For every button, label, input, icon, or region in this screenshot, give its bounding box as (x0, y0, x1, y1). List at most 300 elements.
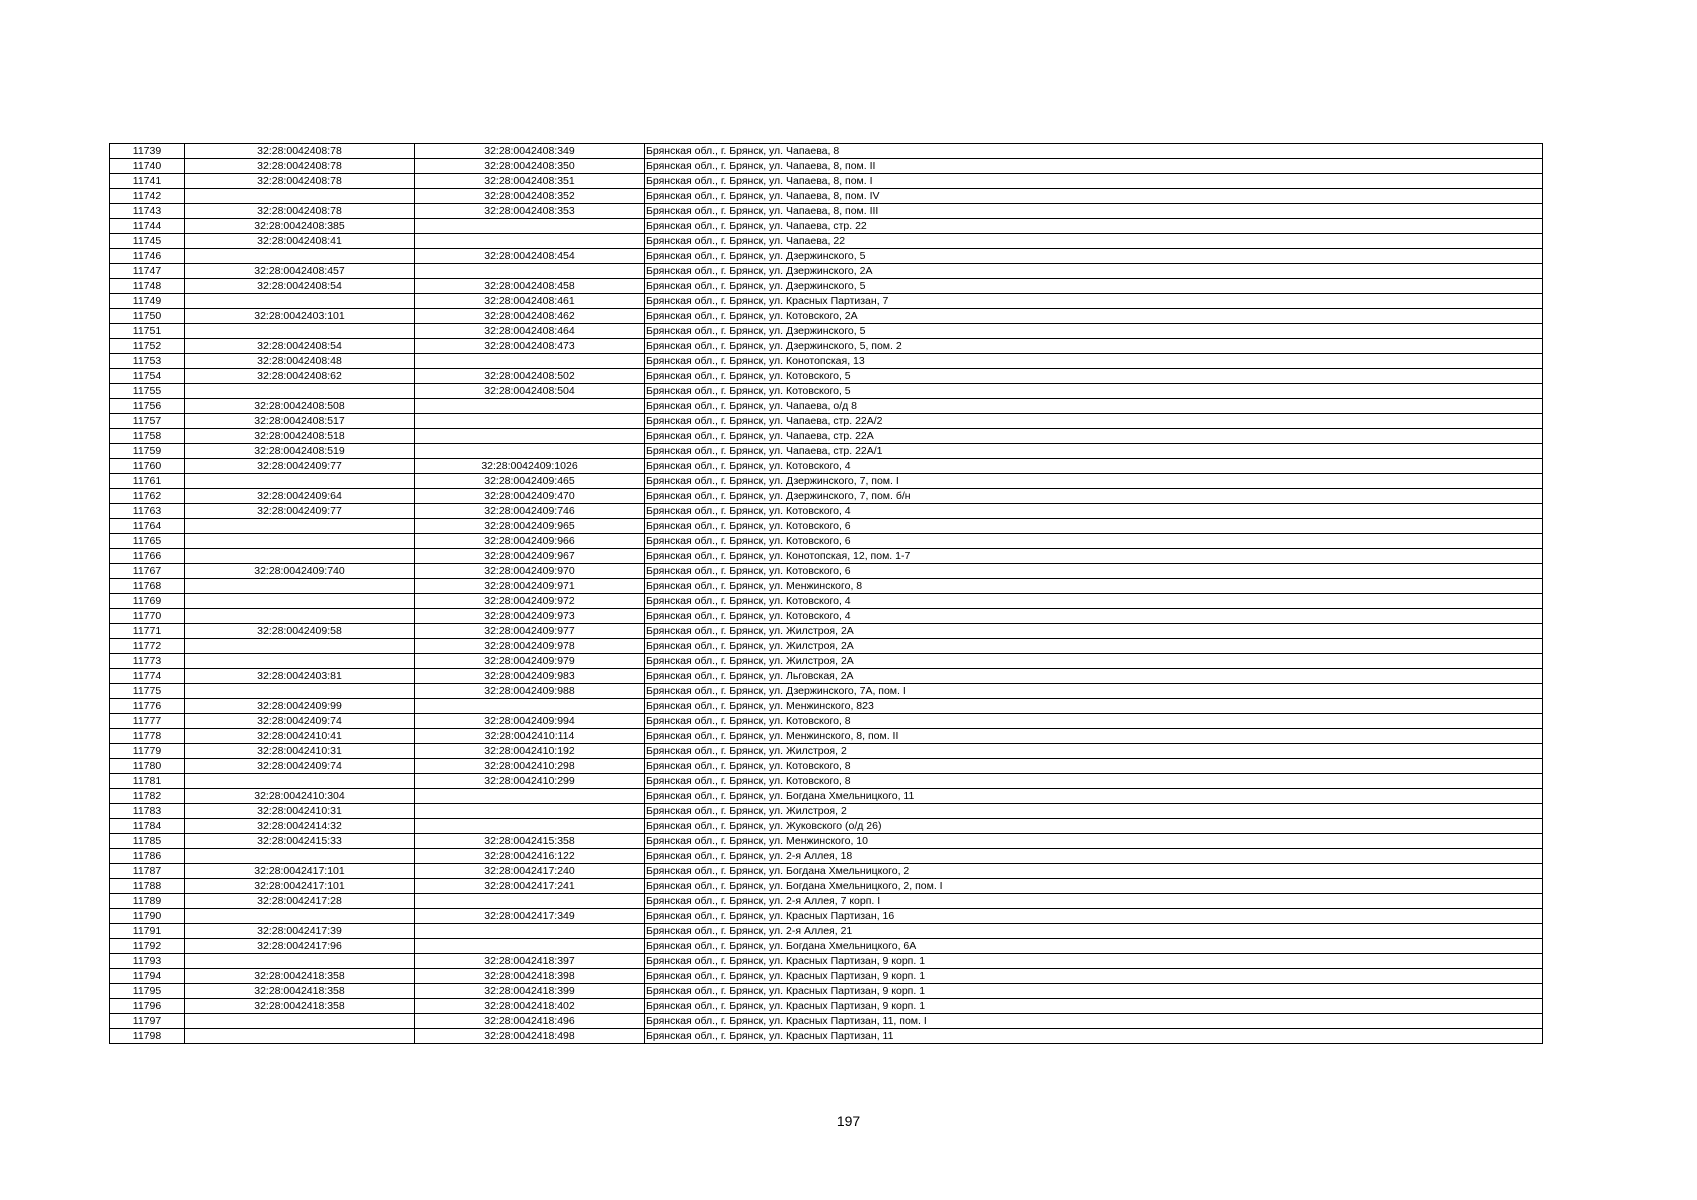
address-cell: Брянская обл., г. Брянск, ул. Красных Партизан, 9 корп. 1 (645, 984, 1543, 999)
row-number-cell: 11791 (110, 924, 185, 939)
table-row (110, 774, 1543, 789)
address-cell: Брянская обл., г. Брянск, ул. 2-я Аллея, 7 корп. I (645, 894, 1543, 909)
row-number-cell: 11784 (110, 819, 185, 834)
parent-cadastral-number-cell: 32:28:0042408:78 (185, 159, 415, 174)
row-number-cell: 11756 (110, 399, 185, 414)
cadastral-number-cell: 32:28:0042418:496 (415, 1014, 645, 1029)
cadastral-number-cell: 32:28:0042408:462 (415, 309, 645, 324)
address-cell: Брянская обл., г. Брянск, ул. Котовского, 8 (645, 714, 1543, 729)
cadastral-number-cell (415, 414, 645, 429)
table-row (110, 879, 1543, 894)
row-number-cell: 11744 (110, 219, 185, 234)
cadastral-number-cell: 32:28:0042417:349 (415, 909, 645, 924)
cadastral-number-cell (415, 219, 645, 234)
parent-cadastral-number-cell: 32:28:0042408:517 (185, 414, 415, 429)
parent-cadastral-number-cell: 32:28:0042409:74 (185, 759, 415, 774)
address-cell: Брянская обл., г. Брянск, ул. Конотопская, 13 (645, 354, 1543, 369)
row-number-cell: 11745 (110, 234, 185, 249)
parent-cadastral-number-cell: 32:28:0042418:358 (185, 969, 415, 984)
cadastral-number-cell: 32:28:0042418:402 (415, 999, 645, 1014)
cadastral-number-cell (415, 939, 645, 954)
table-row (110, 204, 1543, 219)
parent-cadastral-number-cell: 32:28:0042408:518 (185, 429, 415, 444)
table-row (110, 459, 1543, 474)
parent-cadastral-number-cell: 32:28:0042408:519 (185, 444, 415, 459)
cadastral-number-cell: 32:28:0042409:972 (415, 594, 645, 609)
cadastral-number-cell: 32:28:0042409:967 (415, 549, 645, 564)
table-row (110, 699, 1543, 714)
row-number-cell: 11780 (110, 759, 185, 774)
cadastral-number-cell: 32:28:0042415:358 (415, 834, 645, 849)
address-cell: Брянская обл., г. Брянск, ул. Котовского, 6 (645, 564, 1543, 579)
parent-cadastral-number-cell: 32:28:0042409:58 (185, 624, 415, 639)
parent-cadastral-number-cell: 32:28:0042417:101 (185, 864, 415, 879)
cadastral-number-cell: 32:28:0042408:473 (415, 339, 645, 354)
row-number-cell: 11773 (110, 654, 185, 669)
row-number-cell: 11793 (110, 954, 185, 969)
cadastral-number-cell (415, 444, 645, 459)
parent-cadastral-number-cell: 32:28:0042408:385 (185, 219, 415, 234)
address-cell: Брянская обл., г. Брянск, ул. Котовского, 6 (645, 534, 1543, 549)
parent-cadastral-number-cell (185, 294, 415, 309)
row-number-cell: 11778 (110, 729, 185, 744)
row-number-cell: 11798 (110, 1029, 185, 1044)
row-number-cell: 11795 (110, 984, 185, 999)
row-number-cell: 11774 (110, 669, 185, 684)
cadastral-number-cell: 32:28:0042408:349 (415, 144, 645, 159)
table-row (110, 339, 1543, 354)
cadastral-number-cell: 32:28:0042418:397 (415, 954, 645, 969)
cadastral-number-cell (415, 234, 645, 249)
row-number-cell: 11766 (110, 549, 185, 564)
parent-cadastral-number-cell: 32:28:0042408:457 (185, 264, 415, 279)
table-row (110, 909, 1543, 924)
row-number-cell: 11754 (110, 369, 185, 384)
address-cell: Брянская обл., г. Брянск, ул. Чапаева, стр. 22 (645, 219, 1543, 234)
cadastral-number-cell: 32:28:0042417:241 (415, 879, 645, 894)
cadastral-number-cell (415, 429, 645, 444)
parent-cadastral-number-cell: 32:28:0042415:33 (185, 834, 415, 849)
table-row (110, 549, 1543, 564)
cadastral-number-cell: 32:28:0042410:114 (415, 729, 645, 744)
cadastral-number-cell: 32:28:0042416:122 (415, 849, 645, 864)
cadastral-number-cell: 32:28:0042408:352 (415, 189, 645, 204)
address-cell: Брянская обл., г. Брянск, ул. Жилстроя, 2 (645, 804, 1543, 819)
cadastral-number-cell: 32:28:0042409:977 (415, 624, 645, 639)
parent-cadastral-number-cell: 32:28:0042417:39 (185, 924, 415, 939)
parent-cadastral-number-cell (185, 534, 415, 549)
row-number-cell: 11762 (110, 489, 185, 504)
parent-cadastral-number-cell (185, 189, 415, 204)
table-row (110, 999, 1543, 1014)
parent-cadastral-number-cell: 32:28:0042408:78 (185, 174, 415, 189)
row-number-cell: 11753 (110, 354, 185, 369)
row-number-cell: 11740 (110, 159, 185, 174)
table-row (110, 834, 1543, 849)
address-cell: Брянская обл., г. Брянск, ул. Жилстроя, 2А (645, 624, 1543, 639)
address-cell: Брянская обл., г. Брянск, ул. Котовского, 4 (645, 459, 1543, 474)
cadastral-number-cell (415, 789, 645, 804)
parent-cadastral-number-cell: 32:28:0042417:101 (185, 879, 415, 894)
parent-cadastral-number-cell (185, 384, 415, 399)
cadastral-number-cell: 32:28:0042418:498 (415, 1029, 645, 1044)
row-number-cell: 11760 (110, 459, 185, 474)
parent-cadastral-number-cell: 32:28:0042408:78 (185, 204, 415, 219)
address-cell: Брянская обл., г. Брянск, ул. Красных Партизан, 9 корп. 1 (645, 999, 1543, 1014)
address-cell: Брянская обл., г. Брянск, ул. Чапаева, 8, пом. I (645, 174, 1543, 189)
address-cell: Брянская обл., г. Брянск, ул. Чапаева, 8, пом. IV (645, 189, 1543, 204)
row-number-cell: 11763 (110, 504, 185, 519)
table-row (110, 729, 1543, 744)
parent-cadastral-number-cell: 32:28:0042408:54 (185, 339, 415, 354)
table-row (110, 444, 1543, 459)
address-cell: Брянская обл., г. Брянск, ул. Чапаева, 8 (645, 144, 1543, 159)
cadastral-number-cell: 32:28:0042409:965 (415, 519, 645, 534)
address-cell: Брянская обл., г. Брянск, ул. Дзержинского, 5 (645, 324, 1543, 339)
row-number-cell: 11786 (110, 849, 185, 864)
table-row (110, 939, 1543, 954)
address-cell: Брянская обл., г. Брянск, ул. Котовского, 2А (645, 309, 1543, 324)
address-cell: Брянская обл., г. Брянск, ул. Чапаева, 8, пом. III (645, 204, 1543, 219)
row-number-cell: 11782 (110, 789, 185, 804)
register-table-body (110, 144, 1543, 1044)
table-row (110, 759, 1543, 774)
address-cell: Брянская обл., г. Брянск, ул. Котовского, 4 (645, 594, 1543, 609)
row-number-cell: 11747 (110, 264, 185, 279)
cadastral-number-cell (415, 804, 645, 819)
row-number-cell: 11788 (110, 879, 185, 894)
cadastral-number-cell: 32:28:0042417:240 (415, 864, 645, 879)
cadastral-number-cell: 32:28:0042408:461 (415, 294, 645, 309)
row-number-cell: 11792 (110, 939, 185, 954)
table-row (110, 1014, 1543, 1029)
parent-cadastral-number-cell (185, 654, 415, 669)
table-row (110, 354, 1543, 369)
parent-cadastral-number-cell: 32:28:0042409:74 (185, 714, 415, 729)
table-row (110, 414, 1543, 429)
parent-cadastral-number-cell: 32:28:0042410:31 (185, 744, 415, 759)
table-row (110, 564, 1543, 579)
cadastral-number-cell: 32:28:0042408:504 (415, 384, 645, 399)
cadastral-number-cell (415, 264, 645, 279)
parent-cadastral-number-cell: 32:28:0042403:81 (185, 669, 415, 684)
table-row (110, 294, 1543, 309)
address-cell: Брянская обл., г. Брянск, ул. Дзержинского, 2А (645, 264, 1543, 279)
parent-cadastral-number-cell (185, 909, 415, 924)
row-number-cell: 11742 (110, 189, 185, 204)
parent-cadastral-number-cell: 32:28:0042418:358 (185, 999, 415, 1014)
table-row (110, 819, 1543, 834)
row-number-cell: 11776 (110, 699, 185, 714)
row-number-cell: 11739 (110, 144, 185, 159)
parent-cadastral-number-cell (185, 954, 415, 969)
row-number-cell: 11767 (110, 564, 185, 579)
address-cell: Брянская обл., г. Брянск, ул. Богдана Хмельницкого, 2, пом. I (645, 879, 1543, 894)
table-row (110, 609, 1543, 624)
address-cell: Брянская обл., г. Брянск, ул. Жуковского (о/д 26) (645, 819, 1543, 834)
address-cell: Брянская обл., г. Брянск, ул. Котовского, 5 (645, 369, 1543, 384)
parent-cadastral-number-cell: 32:28:0042417:28 (185, 894, 415, 909)
parent-cadastral-number-cell (185, 684, 415, 699)
address-cell: Брянская обл., г. Брянск, ул. Дзержинского, 7А, пом. I (645, 684, 1543, 699)
address-cell: Брянская обл., г. Брянск, ул. Чапаева, 8, пом. II (645, 159, 1543, 174)
row-number-cell: 11789 (110, 894, 185, 909)
row-number-cell: 11748 (110, 279, 185, 294)
parent-cadastral-number-cell (185, 639, 415, 654)
table-row (110, 804, 1543, 819)
address-cell: Брянская обл., г. Брянск, ул. Котовского, 4 (645, 504, 1543, 519)
address-cell: Брянская обл., г. Брянск, ул. Дзержинского, 5 (645, 279, 1543, 294)
address-cell: Брянская обл., г. Брянск, ул. Красных Партизан, 7 (645, 294, 1543, 309)
parent-cadastral-number-cell: 32:28:0042408:48 (185, 354, 415, 369)
row-number-cell: 11777 (110, 714, 185, 729)
address-cell: Брянская обл., г. Брянск, ул. Котовского, 4 (645, 609, 1543, 624)
cadastral-number-cell: 32:28:0042409:971 (415, 579, 645, 594)
address-cell: Брянская обл., г. Брянск, ул. Дзержинского, 7, пом. б/н (645, 489, 1543, 504)
address-cell: Брянская обл., г. Брянск, ул. Менжинского, 823 (645, 699, 1543, 714)
parent-cadastral-number-cell: 32:28:0042417:96 (185, 939, 415, 954)
cadastral-number-cell (415, 354, 645, 369)
parent-cadastral-number-cell (185, 774, 415, 789)
address-cell: Брянская обл., г. Брянск, ул. Жилстроя, 2А (645, 639, 1543, 654)
cadastral-number-cell: 32:28:0042418:399 (415, 984, 645, 999)
table-row (110, 684, 1543, 699)
table-row (110, 1029, 1543, 1044)
parent-cadastral-number-cell (185, 474, 415, 489)
table-row (110, 399, 1543, 414)
table-row (110, 954, 1543, 969)
row-number-cell: 11770 (110, 609, 185, 624)
parent-cadastral-number-cell: 32:28:0042409:99 (185, 699, 415, 714)
row-number-cell: 11765 (110, 534, 185, 549)
cadastral-register-table (109, 143, 1543, 1044)
table-row (110, 594, 1543, 609)
cadastral-number-cell: 32:28:0042409:470 (415, 489, 645, 504)
address-cell: Брянская обл., г. Брянск, ул. Дзержинского, 7, пом. I (645, 474, 1543, 489)
cadastral-number-cell: 32:28:0042408:464 (415, 324, 645, 339)
cadastral-number-cell: 32:28:0042409:994 (415, 714, 645, 729)
parent-cadastral-number-cell: 32:28:0042409:77 (185, 504, 415, 519)
cadastral-number-cell: 32:28:0042418:398 (415, 969, 645, 984)
parent-cadastral-number-cell (185, 579, 415, 594)
table-row (110, 369, 1543, 384)
address-cell: Брянская обл., г. Брянск, ул. Дзержинского, 5, пом. 2 (645, 339, 1543, 354)
address-cell: Брянская обл., г. Брянск, ул. Чапаева, стр. 22А (645, 429, 1543, 444)
row-number-cell: 11743 (110, 204, 185, 219)
cadastral-number-cell: 32:28:0042408:458 (415, 279, 645, 294)
row-number-cell: 11741 (110, 174, 185, 189)
address-cell: Брянская обл., г. Брянск, ул. Льговская, 2А (645, 669, 1543, 684)
table-row (110, 159, 1543, 174)
address-cell: Брянская обл., г. Брянск, ул. Котовского, 8 (645, 759, 1543, 774)
address-cell: Брянская обл., г. Брянск, ул. Менжинского, 10 (645, 834, 1543, 849)
table-row (110, 714, 1543, 729)
table-row (110, 534, 1543, 549)
table-row (110, 669, 1543, 684)
table-row (110, 384, 1543, 399)
row-number-cell: 11785 (110, 834, 185, 849)
row-number-cell: 11794 (110, 969, 185, 984)
parent-cadastral-number-cell: 32:28:0042408:41 (185, 234, 415, 249)
parent-cadastral-number-cell: 32:28:0042408:508 (185, 399, 415, 414)
address-cell: Брянская обл., г. Брянск, ул. Красных Партизан, 11, пом. I (645, 1014, 1543, 1029)
address-cell: Брянская обл., г. Брянск, ул. Дзержинского, 5 (645, 249, 1543, 264)
table-row (110, 474, 1543, 489)
row-number-cell: 11757 (110, 414, 185, 429)
row-number-cell: 11787 (110, 864, 185, 879)
table-row (110, 234, 1543, 249)
table-row (110, 279, 1543, 294)
parent-cadastral-number-cell (185, 609, 415, 624)
row-number-cell: 11755 (110, 384, 185, 399)
table-row (110, 744, 1543, 759)
parent-cadastral-number-cell: 32:28:0042414:32 (185, 819, 415, 834)
parent-cadastral-number-cell: 32:28:0042410:31 (185, 804, 415, 819)
row-number-cell: 11797 (110, 1014, 185, 1029)
address-cell: Брянская обл., г. Брянск, ул. Красных Партизан, 16 (645, 909, 1543, 924)
cadastral-number-cell (415, 699, 645, 714)
address-cell: Брянская обл., г. Брянск, ул. Красных Партизан, 11 (645, 1029, 1543, 1044)
cadastral-number-cell: 32:28:0042409:966 (415, 534, 645, 549)
parent-cadastral-number-cell: 32:28:0042409:64 (185, 489, 415, 504)
row-number-cell: 11764 (110, 519, 185, 534)
cadastral-number-cell: 32:28:0042409:983 (415, 669, 645, 684)
table-row (110, 144, 1543, 159)
parent-cadastral-number-cell: 32:28:0042403:101 (185, 309, 415, 324)
address-cell: Брянская обл., г. Брянск, ул. Менжинского, 8, пом. II (645, 729, 1543, 744)
cadastral-number-cell (415, 924, 645, 939)
address-cell: Брянская обл., г. Брянск, ул. 2-я Аллея, 21 (645, 924, 1543, 939)
cadastral-number-cell: 32:28:0042409:746 (415, 504, 645, 519)
table-row (110, 849, 1543, 864)
table-row (110, 924, 1543, 939)
address-cell: Брянская обл., г. Брянск, ул. Котовского, 5 (645, 384, 1543, 399)
parent-cadastral-number-cell (185, 549, 415, 564)
parent-cadastral-number-cell (185, 249, 415, 264)
row-number-cell: 11746 (110, 249, 185, 264)
table-row (110, 174, 1543, 189)
parent-cadastral-number-cell (185, 849, 415, 864)
address-cell: Брянская обл., г. Брянск, ул. Чапаева, 22 (645, 234, 1543, 249)
address-cell: Брянская обл., г. Брянск, ул. Менжинского, 8 (645, 579, 1543, 594)
table-row (110, 789, 1543, 804)
address-cell: Брянская обл., г. Брянск, ул. Чапаева, стр. 22А/2 (645, 414, 1543, 429)
table-row (110, 984, 1543, 999)
table-row (110, 219, 1543, 234)
cadastral-number-cell: 32:28:0042409:1026 (415, 459, 645, 474)
row-number-cell: 11758 (110, 429, 185, 444)
row-number-cell: 11779 (110, 744, 185, 759)
cadastral-number-cell: 32:28:0042409:973 (415, 609, 645, 624)
table-row (110, 894, 1543, 909)
address-cell: Брянская обл., г. Брянск, ул. Богдана Хмельницкого, 6А (645, 939, 1543, 954)
cadastral-number-cell: 32:28:0042410:298 (415, 759, 645, 774)
address-cell: Брянская обл., г. Брянск, ул. Котовского, 8 (645, 774, 1543, 789)
cadastral-number-cell (415, 399, 645, 414)
parent-cadastral-number-cell: 32:28:0042408:54 (185, 279, 415, 294)
table-row (110, 864, 1543, 879)
row-number-cell: 11781 (110, 774, 185, 789)
parent-cadastral-number-cell: 32:28:0042409:740 (185, 564, 415, 579)
address-cell: Брянская обл., г. Брянск, ул. Красных Партизан, 9 корп. 1 (645, 954, 1543, 969)
table-row (110, 264, 1543, 279)
cadastral-number-cell: 32:28:0042408:454 (415, 249, 645, 264)
cadastral-number-cell: 32:28:0042409:988 (415, 684, 645, 699)
row-number-cell: 11750 (110, 309, 185, 324)
table-row (110, 624, 1543, 639)
table-row (110, 309, 1543, 324)
parent-cadastral-number-cell (185, 1029, 415, 1044)
row-number-cell: 11790 (110, 909, 185, 924)
table-row (110, 519, 1543, 534)
cadastral-number-cell: 32:28:0042408:502 (415, 369, 645, 384)
parent-cadastral-number-cell: 32:28:0042408:78 (185, 144, 415, 159)
address-cell: Брянская обл., г. Брянск, ул. Жилстроя, 2А (645, 654, 1543, 669)
row-number-cell: 11772 (110, 639, 185, 654)
address-cell: Брянская обл., г. Брянск, ул. Богдана Хмельницкого, 11 (645, 789, 1543, 804)
row-number-cell: 11771 (110, 624, 185, 639)
parent-cadastral-number-cell (185, 1014, 415, 1029)
table-row (110, 189, 1543, 204)
row-number-cell: 11768 (110, 579, 185, 594)
parent-cadastral-number-cell: 32:28:0042418:358 (185, 984, 415, 999)
table-row (110, 654, 1543, 669)
parent-cadastral-number-cell (185, 594, 415, 609)
cadastral-number-cell (415, 894, 645, 909)
address-cell: Брянская обл., г. Брянск, ул. Жилстроя, 2 (645, 744, 1543, 759)
row-number-cell: 11759 (110, 444, 185, 459)
table-row (110, 249, 1543, 264)
cadastral-number-cell: 32:28:0042409:970 (415, 564, 645, 579)
row-number-cell: 11751 (110, 324, 185, 339)
cadastral-number-cell: 32:28:0042408:350 (415, 159, 645, 174)
table-row (110, 429, 1543, 444)
address-cell: Брянская обл., г. Брянск, ул. Котовского, 6 (645, 519, 1543, 534)
row-number-cell: 11749 (110, 294, 185, 309)
address-cell: Брянская обл., г. Брянск, ул. Красных Партизан, 9 корп. 1 (645, 969, 1543, 984)
table-row (110, 324, 1543, 339)
table-row (110, 969, 1543, 984)
parent-cadastral-number-cell: 32:28:0042408:62 (185, 369, 415, 384)
address-cell: Брянская обл., г. Брянск, ул. Чапаева, стр. 22А/1 (645, 444, 1543, 459)
address-cell: Брянская обл., г. Брянск, ул. Конотопская, 12, пом. 1-7 (645, 549, 1543, 564)
cadastral-number-cell: 32:28:0042410:192 (415, 744, 645, 759)
table-row (110, 579, 1543, 594)
page-number: 197 (836, 1113, 861, 1129)
address-cell: Брянская обл., г. Брянск, ул. Богдана Хмельницкого, 2 (645, 864, 1543, 879)
row-number-cell: 11783 (110, 804, 185, 819)
parent-cadastral-number-cell: 32:28:0042410:304 (185, 789, 415, 804)
table-row (110, 504, 1543, 519)
cadastral-number-cell: 32:28:0042408:351 (415, 174, 645, 189)
parent-cadastral-number-cell: 32:28:0042410:41 (185, 729, 415, 744)
table-row (110, 639, 1543, 654)
parent-cadastral-number-cell (185, 324, 415, 339)
address-cell: Брянская обл., г. Брянск, ул. Чапаева, о/д 8 (645, 399, 1543, 414)
row-number-cell: 11775 (110, 684, 185, 699)
row-number-cell: 11769 (110, 594, 185, 609)
cadastral-number-cell: 32:28:0042410:299 (415, 774, 645, 789)
cadastral-number-cell: 32:28:0042408:353 (415, 204, 645, 219)
cadastral-number-cell (415, 819, 645, 834)
row-number-cell: 11796 (110, 999, 185, 1014)
cadastral-number-cell: 32:28:0042409:979 (415, 654, 645, 669)
table-row (110, 489, 1543, 504)
cadastral-number-cell: 32:28:0042409:465 (415, 474, 645, 489)
row-number-cell: 11761 (110, 474, 185, 489)
cadastral-number-cell: 32:28:0042409:978 (415, 639, 645, 654)
address-cell: Брянская обл., г. Брянск, ул. 2-я Аллея, 18 (645, 849, 1543, 864)
